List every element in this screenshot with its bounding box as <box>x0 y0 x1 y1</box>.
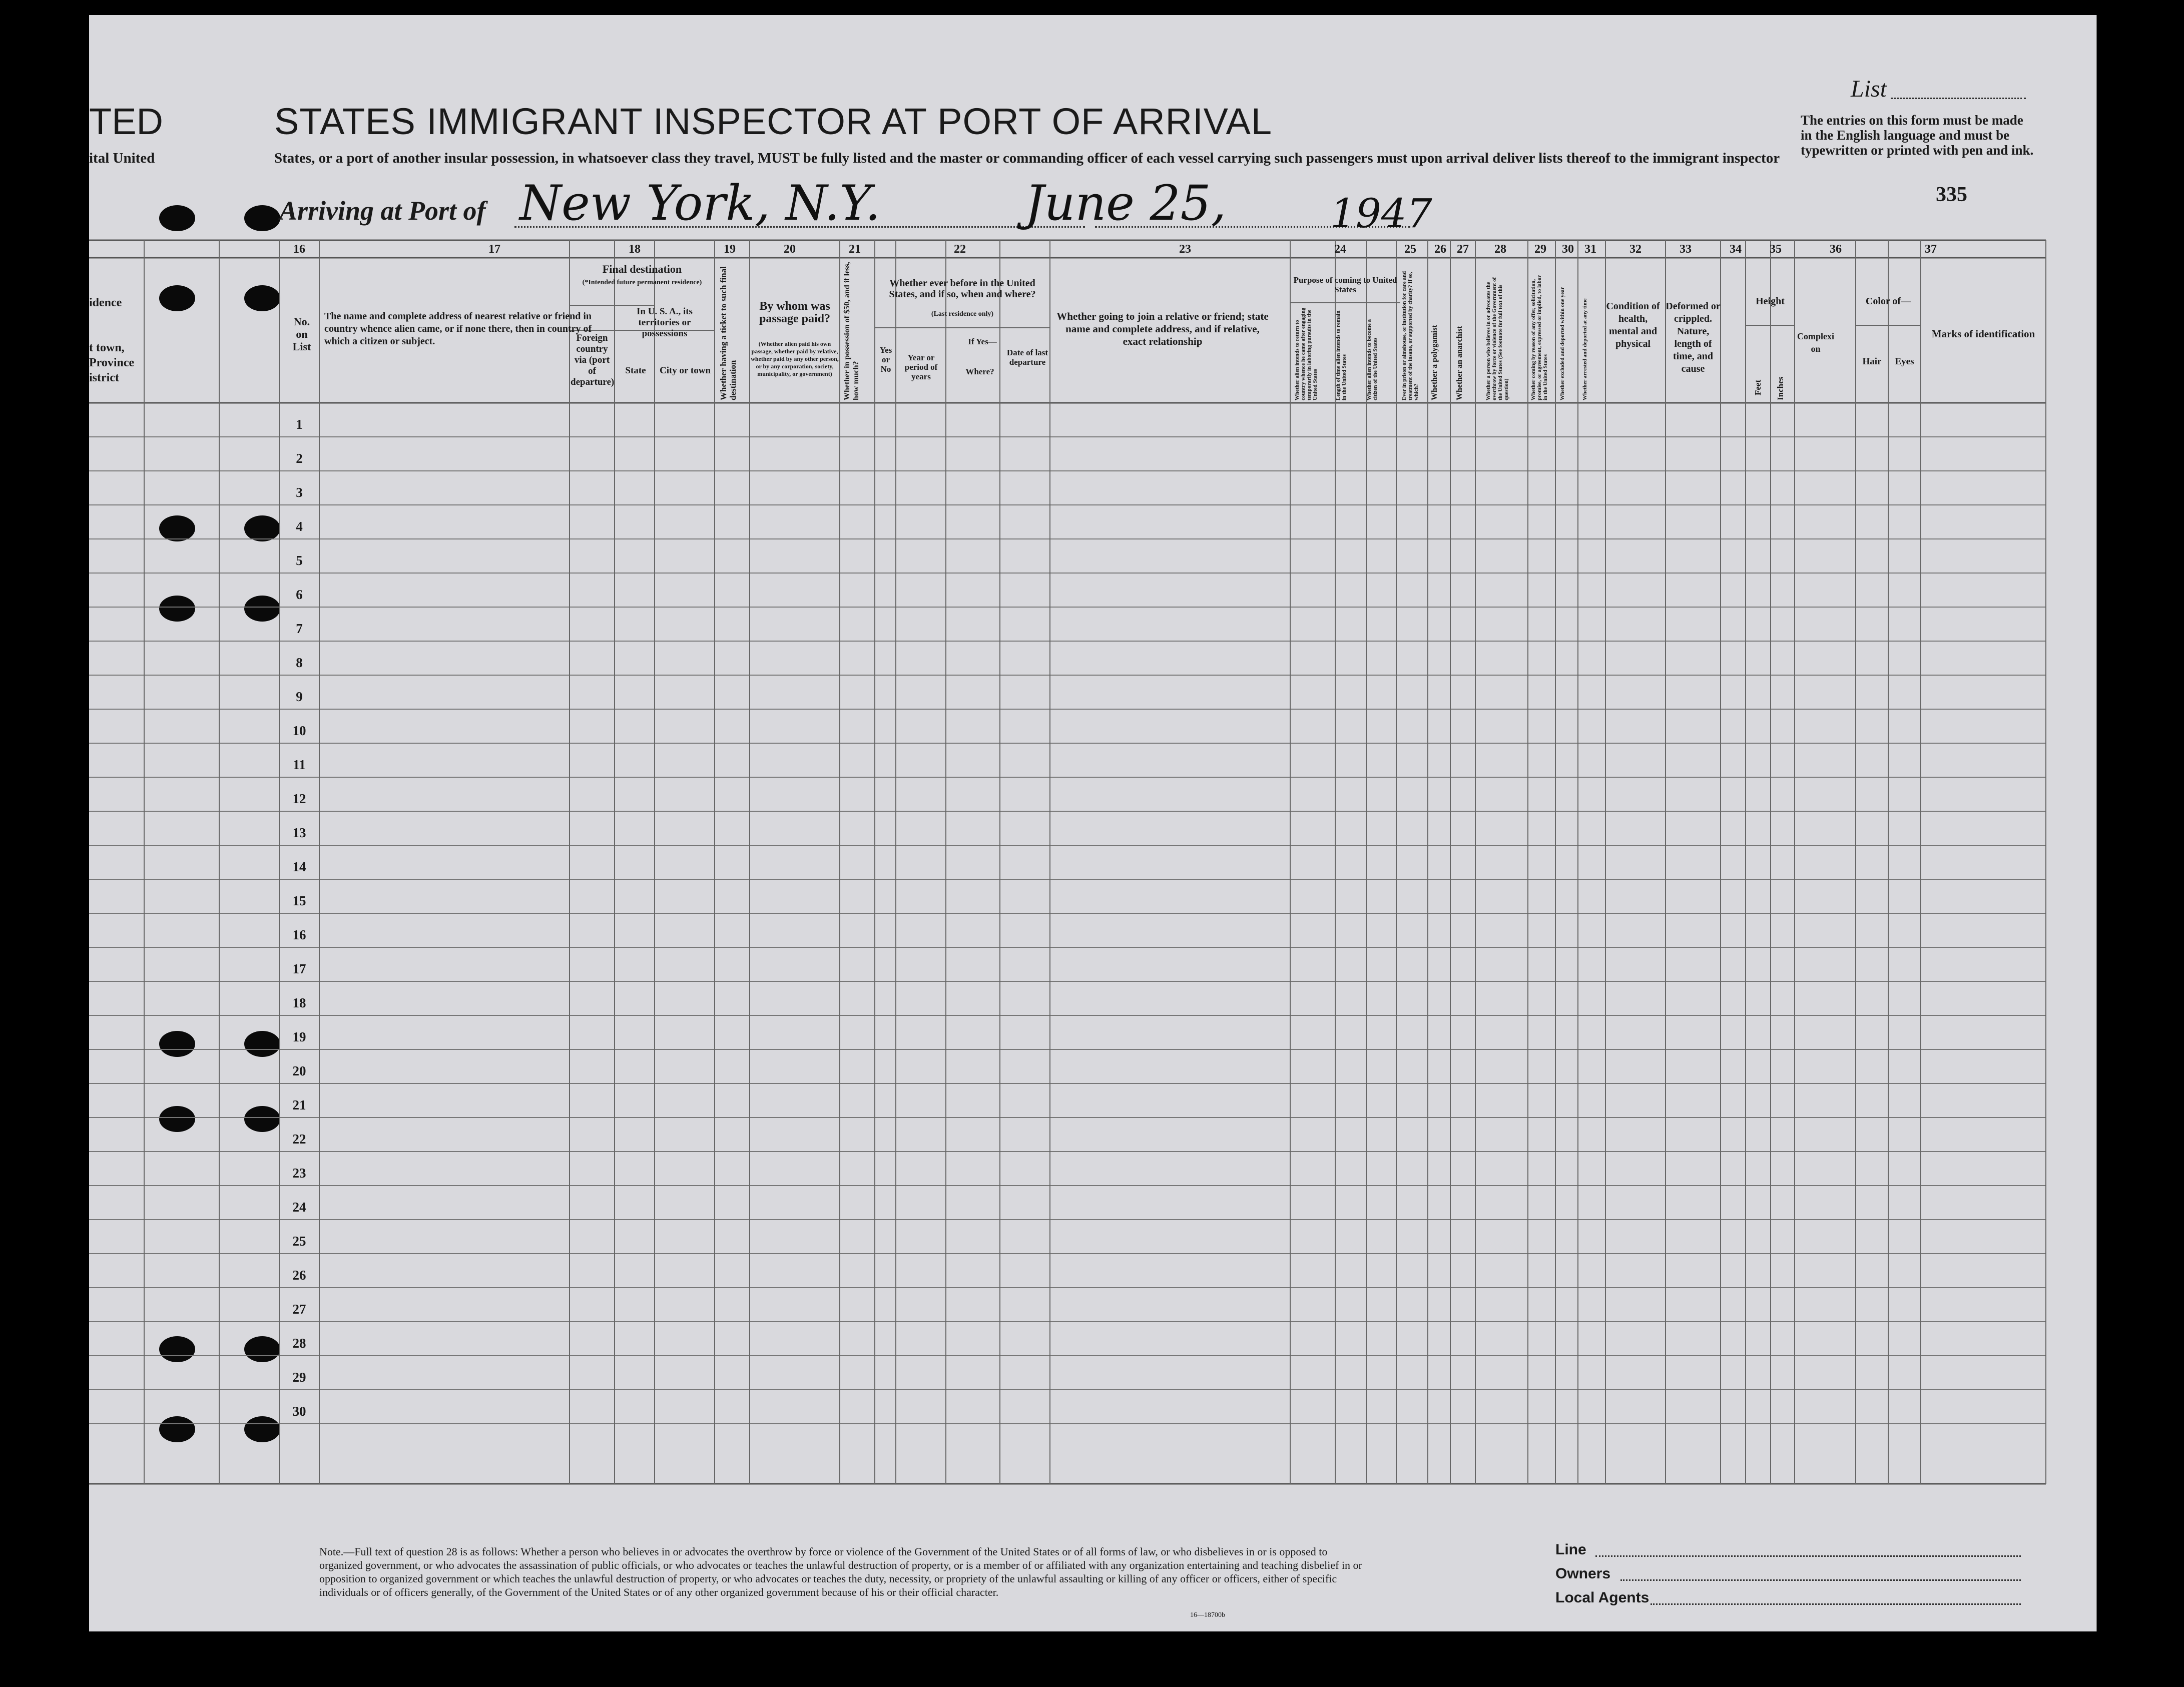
line-field[interactable] <box>1595 1555 2021 1557</box>
col-18-title: Final destination <box>602 263 682 275</box>
col-number: 19 <box>724 243 736 256</box>
row-number: 6 <box>296 587 303 602</box>
row-number: 12 <box>292 791 306 806</box>
row-number: 27 <box>292 1302 306 1317</box>
col-22-year: Year or period of years <box>904 353 938 381</box>
row-number: 8 <box>296 655 303 670</box>
col-number: 23 <box>1179 243 1191 256</box>
col-16-header: No. on List <box>292 315 311 353</box>
col-number: 16 <box>293 243 305 256</box>
row-number: 28 <box>292 1336 306 1351</box>
row-number: 10 <box>292 723 306 738</box>
col-18-city: City or town <box>659 365 711 376</box>
col-28-header: Whether a person who believes in or advocates the overthrow by force or violence of the Government of the United States (See footnote for full text of this question) <box>1485 277 1509 400</box>
col-23-header: Whether going to join a relative or friend; state name and complete address, and if relative, exact relationship <box>1056 310 1269 347</box>
col-number: 30 <box>1562 243 1574 256</box>
form-number: 16—18700b <box>1190 1611 1225 1619</box>
col-number: 36 <box>1830 243 1842 256</box>
row-number: 26 <box>292 1268 306 1283</box>
col-number: 22 <box>954 243 966 256</box>
col-25-header: Ever in prison or almshouse, or institution for care and treatment of the insane, or supported by charity? If so, which? <box>1401 271 1419 400</box>
col-37-header: Marks of identification <box>1931 328 2035 340</box>
row-number: 21 <box>292 1097 306 1112</box>
col-19-header: Whether having a ticket to such final destination <box>719 266 738 400</box>
port-value[interactable]: New York, N.Y. <box>519 175 881 231</box>
col-22-if-yes: If Yes— <box>968 337 997 346</box>
row-number: 29 <box>292 1370 306 1385</box>
row-number: 7 <box>296 621 303 636</box>
col-number: 25 <box>1404 243 1416 256</box>
col-33-header: Deformed or crippled. Nature, length of time, and cause <box>1666 301 1721 374</box>
row-number: 9 <box>296 689 303 704</box>
list-label: List <box>1851 76 1887 102</box>
row-number: 5 <box>296 553 303 568</box>
col-32-header: Condition of health, mental and physical <box>1606 301 1660 349</box>
row-number: 11 <box>293 757 306 772</box>
col-number: 34 <box>1730 243 1742 256</box>
col-number: 17 <box>488 243 500 256</box>
local-agents-field[interactable] <box>1651 1603 2021 1605</box>
col-number: 18 <box>629 243 641 256</box>
col-number: 32 <box>1629 243 1642 256</box>
row-number: 25 <box>292 1234 306 1249</box>
col-18-state: State <box>625 365 646 376</box>
col-number: 24 <box>1334 243 1346 256</box>
arriving-port-label: Arriving at Port of <box>279 196 486 226</box>
col-18-foreign: Foreign country via (port of departure) <box>571 333 615 387</box>
col-18-usa: In U. S. A., its territories or possessions <box>637 306 693 339</box>
row-number: 2 <box>296 451 303 466</box>
col-22-where: Where? <box>965 367 994 376</box>
col-30-header: Whether excluded and deported within one year <box>1559 287 1565 400</box>
col-34-feet: Feet <box>1753 379 1763 395</box>
title-fragment: TED <box>89 101 163 142</box>
row-number: 30 <box>292 1404 306 1419</box>
col-number: 28 <box>1494 243 1506 256</box>
owners-field[interactable] <box>1620 1579 2021 1581</box>
row-number: 3 <box>296 485 303 500</box>
col-36-title: Color of— <box>1865 296 1911 307</box>
manifest-sheet <box>89 15 2097 1631</box>
col-20-title: By whom was passage paid? <box>759 300 831 325</box>
row-number: 13 <box>292 825 306 840</box>
col-21-header: Whether in possession of $50, and if less, how much? <box>843 262 860 400</box>
col-29-header: Whether coming by reason of any offer, solicitation, promise, or agreement, expressed or implied, to labor in the United States <box>1530 275 1548 400</box>
form-subtitle: States, or a port of another insular possession, in whatsoever class they travel, MUST be fully listed and the master or commanding officer of each vessel carrying such passengers must upon arrival deliver lists thereof to the immigrant inspector <box>274 150 1780 166</box>
col-24-title: Purpose of coming to United States <box>1293 275 1397 294</box>
form-title: STATES IMMIGRANT INSPECTOR AT PORT OF ARRIVAL <box>274 101 1273 142</box>
col-17-header: The name and complete address of nearest relative or friend in country whence alien came, or if none there, then in country of which a citizen or subject. <box>324 311 592 347</box>
row-number: 18 <box>292 995 306 1010</box>
col-20-note: (Whether alien paid his own passage, whether paid by relative, whether paid by any other person, or by any corporation, society, municipality, or government) <box>751 340 839 377</box>
row-number: 14 <box>292 859 306 874</box>
col-22-yesno: Yes or No <box>879 345 892 374</box>
fragment-line: t town, <box>89 341 125 354</box>
col-number: 33 <box>1680 243 1692 256</box>
col-22-date: Date of last departure <box>1006 348 1048 367</box>
col-number: 37 <box>1925 243 1937 256</box>
col-27-header: Whether an anarchist <box>1455 326 1464 400</box>
col-35-header: Complexion <box>1797 331 1834 354</box>
col-36-hair: Hair <box>1862 356 1882 367</box>
col-24a-header: Whether alien intends to return to country whence he came after engaging temporarily in laboring pursuits in the United States <box>1294 307 1318 400</box>
col-22-note: (Last residence only) <box>931 310 994 318</box>
arrival-date-value[interactable]: June 25, <box>1025 175 1227 231</box>
row-number: 4 <box>296 519 303 534</box>
col-24b-header: Length of time alien intends to remain in the United States <box>1335 310 1347 400</box>
col-number: 20 <box>784 243 796 256</box>
line-label: Line <box>1555 1541 1586 1558</box>
col-36-eyes: Eyes <box>1895 356 1914 367</box>
col-24c-header: Whether alien intends to become a citizen of the United States <box>1366 319 1378 400</box>
footnote-question-28: Note.—Full text of question 28 is as follows: Whether a person who believes in or advocates the overthrow by force or violence of the Government of the United States or of all forms of law, or who disbelieves in or is opposed to organized government, or who advocates the assassination of public officials, or who advocates or teaches the unlawful destruction of property, or is a member of or affiliated with any organization entertaining and teaching disbelief in or opposition to organized government or which teaches the unlawful destruction of property, or who advocates or teaches the duty, necessity, or propriety of the unlawful assaulting or killing of any officer or officers, either of specific individuals or of officers generally, of the Government of the United States or of any other organized government because of his or their official character. <box>319 1545 1362 1598</box>
col-number: 29 <box>1534 243 1546 256</box>
col-22-title: Whether ever before in the United States, and if so, when and where? <box>889 278 1036 300</box>
arrival-year-value[interactable]: 1947 <box>1330 190 1432 237</box>
row-number: 1 <box>296 417 303 432</box>
col-number: 31 <box>1584 243 1596 256</box>
col-34-inches: Inches <box>1776 376 1785 400</box>
instructions-note: The entries on this form must be made in the English language and must be typewritten or printed with pen and ink. <box>1801 113 2034 158</box>
col-number: 27 <box>1457 243 1469 256</box>
subtitle-fragment: ital United <box>89 150 155 166</box>
row-number: 24 <box>292 1200 306 1215</box>
fragment-line: istrict <box>89 371 119 384</box>
local-agents-label: Local Agents <box>1555 1589 1650 1606</box>
col-number: 35 <box>1770 243 1782 256</box>
col-34-title: Height <box>1756 296 1785 307</box>
row-number: 15 <box>292 893 306 908</box>
sheet-number: 335 <box>1936 183 1967 206</box>
manifest-grid <box>89 15 2096 1631</box>
owners-label: Owners <box>1555 1565 1611 1582</box>
col-number: 21 <box>849 243 861 256</box>
col-26-header: Whether a polygamist <box>1430 325 1439 400</box>
fragment-line: Province <box>89 356 135 369</box>
fragment-line: idence <box>89 296 122 309</box>
col-18-note: (*Intended future permanent residence) <box>582 279 702 286</box>
row-number: 16 <box>292 927 306 942</box>
row-number: 19 <box>292 1029 306 1044</box>
row-number: 22 <box>292 1132 306 1147</box>
row-number: 17 <box>292 961 306 976</box>
col-number: 26 <box>1434 243 1446 256</box>
col-31-header: Whether arrested and deported at any time <box>1582 298 1588 400</box>
row-number: 23 <box>292 1166 306 1181</box>
row-number: 20 <box>292 1063 306 1078</box>
